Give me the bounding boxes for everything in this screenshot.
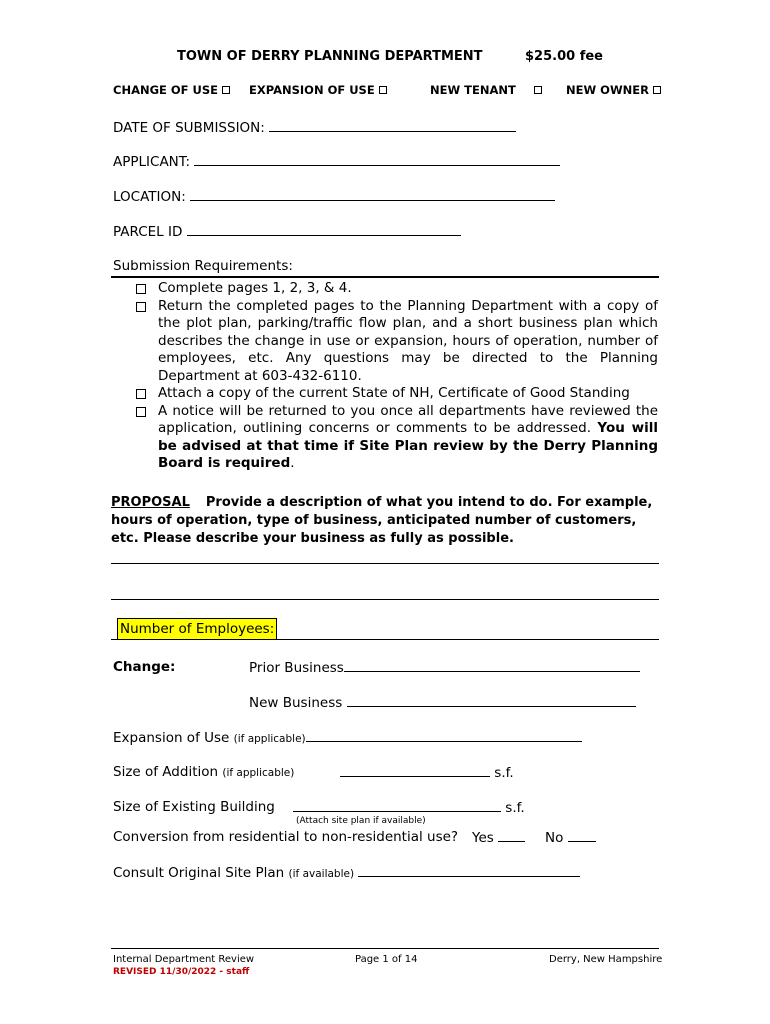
change-label: Change: xyxy=(113,659,176,675)
checkbox-icon[interactable] xyxy=(379,86,387,94)
proposal-section xyxy=(111,494,659,548)
yes-input[interactable] xyxy=(498,829,525,842)
checkbox-label: CHANGE OF USE xyxy=(113,83,218,97)
field-label: PARCEL ID xyxy=(113,224,183,240)
proposal-title: PROPOSAL xyxy=(111,495,190,510)
footer-right: Derry, New Hampshire xyxy=(549,954,663,965)
conversion-label: Conversion from residential to non-residential use? xyxy=(113,829,459,845)
divider xyxy=(111,276,659,278)
size-of-existing-input[interactable] xyxy=(293,799,501,812)
checkbox-icon[interactable] xyxy=(222,86,230,94)
checkbox-label: NEW OWNER xyxy=(566,83,649,97)
conversion-no xyxy=(545,829,596,846)
prior-business-field xyxy=(249,659,640,676)
size-of-addition-input[interactable] xyxy=(340,764,490,777)
field-label: Expansion of Use xyxy=(113,730,230,746)
field-label: New Business xyxy=(249,695,343,711)
list-item: Complete pages 1, 2, 3, & 4. xyxy=(136,280,658,298)
size-of-addition-value xyxy=(340,764,514,781)
proposal-line-1[interactable] xyxy=(111,563,659,564)
yes-label: Yes xyxy=(472,830,494,846)
parcel-id-input[interactable] xyxy=(187,223,461,236)
field-label: Prior Business xyxy=(249,660,344,676)
footer-divider xyxy=(111,948,659,949)
requirements-heading: Submission Requirements: xyxy=(113,258,293,274)
attach-site-plan-note: (Attach site plan if available) xyxy=(296,816,426,826)
employees-label: Number of Employees: xyxy=(117,618,277,640)
location-input[interactable] xyxy=(190,188,555,201)
size-of-addition-field: Size of Addition (if applicable) xyxy=(113,764,295,780)
expansion-of-use-field xyxy=(113,729,582,746)
size-of-existing-value xyxy=(293,799,525,816)
consult-site-plan-input[interactable] xyxy=(358,864,580,877)
footer-left: Internal Department Review xyxy=(113,954,255,965)
field-label: Size of Addition xyxy=(113,764,219,780)
proposal-line-2[interactable] xyxy=(111,599,659,600)
unit-label: s.f. xyxy=(494,765,514,781)
requirements-list xyxy=(136,280,658,473)
site-plan-notice: You will be advised at that time if Site Plan review by the Derry Planning Board is required xyxy=(158,420,658,471)
no-label: No xyxy=(545,830,564,846)
fee-label: $25.00 fee xyxy=(525,49,603,64)
location-field xyxy=(113,188,555,205)
applicant-field xyxy=(113,153,560,170)
expansion-of-use-input[interactable] xyxy=(306,729,582,742)
checkbox-expansion-of-use[interactable] xyxy=(249,83,387,97)
employees-input[interactable] xyxy=(111,639,659,640)
date-of-submission-field xyxy=(113,119,516,136)
unit-label: s.f. xyxy=(505,800,525,816)
field-label: DATE OF SUBMISSION: xyxy=(113,120,265,136)
no-input[interactable] xyxy=(568,829,596,842)
revised-date: REVISED 11/30/2022 - staff xyxy=(113,967,250,977)
field-label: APPLICANT: xyxy=(113,154,191,170)
list-item: Attach a copy of the current State of NH, Certificate of Good Standing xyxy=(136,385,658,403)
prior-business-input[interactable] xyxy=(344,659,640,672)
checkbox-label: NEW TENANT xyxy=(430,83,516,97)
checkbox-icon[interactable] xyxy=(136,407,146,417)
checkbox-icon[interactable] xyxy=(136,389,146,399)
size-of-existing-label: Size of Existing Building xyxy=(113,799,275,815)
parcel-id-field xyxy=(113,223,461,240)
list-item: Return the completed pages to the Planning Department with a copy of the plot plan, parking/traffic flow plan, and a short business plan which describes the change in use or expansion, hours of operation, number of employees, etc. Any questions may be directed to the Planning Department at 603-432-6110. xyxy=(136,298,658,386)
list-item: A notice will be returned to you once all departments have reviewed the application, outlining concerns or comments to be addressed. You will be advised at that time if Site Plan review by the Derry Planning Board is required. xyxy=(136,403,658,473)
date-of-submission-input[interactable] xyxy=(269,119,516,132)
applicant-input[interactable] xyxy=(194,153,560,166)
field-note: (if applicable) xyxy=(233,733,306,745)
conversion-yes xyxy=(472,829,525,846)
checkbox-label: EXPANSION OF USE xyxy=(249,83,375,97)
checkbox-icon[interactable] xyxy=(534,86,542,94)
field-label: Consult Original Site Plan xyxy=(113,865,285,881)
new-business-field xyxy=(249,694,636,711)
checkbox-icon[interactable] xyxy=(136,302,146,312)
page-number: Page 1 of 14 xyxy=(355,954,418,965)
checkbox-icon[interactable] xyxy=(653,86,661,94)
checkbox-new-tenant[interactable] xyxy=(430,83,542,97)
checkbox-new-owner[interactable] xyxy=(566,83,661,97)
page-title: TOWN OF DERRY PLANNING DEPARTMENT xyxy=(177,49,483,64)
field-label: LOCATION: xyxy=(113,189,186,205)
proposal-text: Provide a description of what you intend to do. For example, hours of operation, type of business, anticipated number of customers, etc. Please describe your business as fully as possible. xyxy=(111,495,653,546)
checkbox-icon[interactable] xyxy=(136,284,146,294)
new-business-input[interactable] xyxy=(347,694,636,707)
consult-site-plan-field: Consult Original Site Plan (if available) xyxy=(113,864,580,881)
checkbox-change-of-use[interactable] xyxy=(113,83,230,97)
